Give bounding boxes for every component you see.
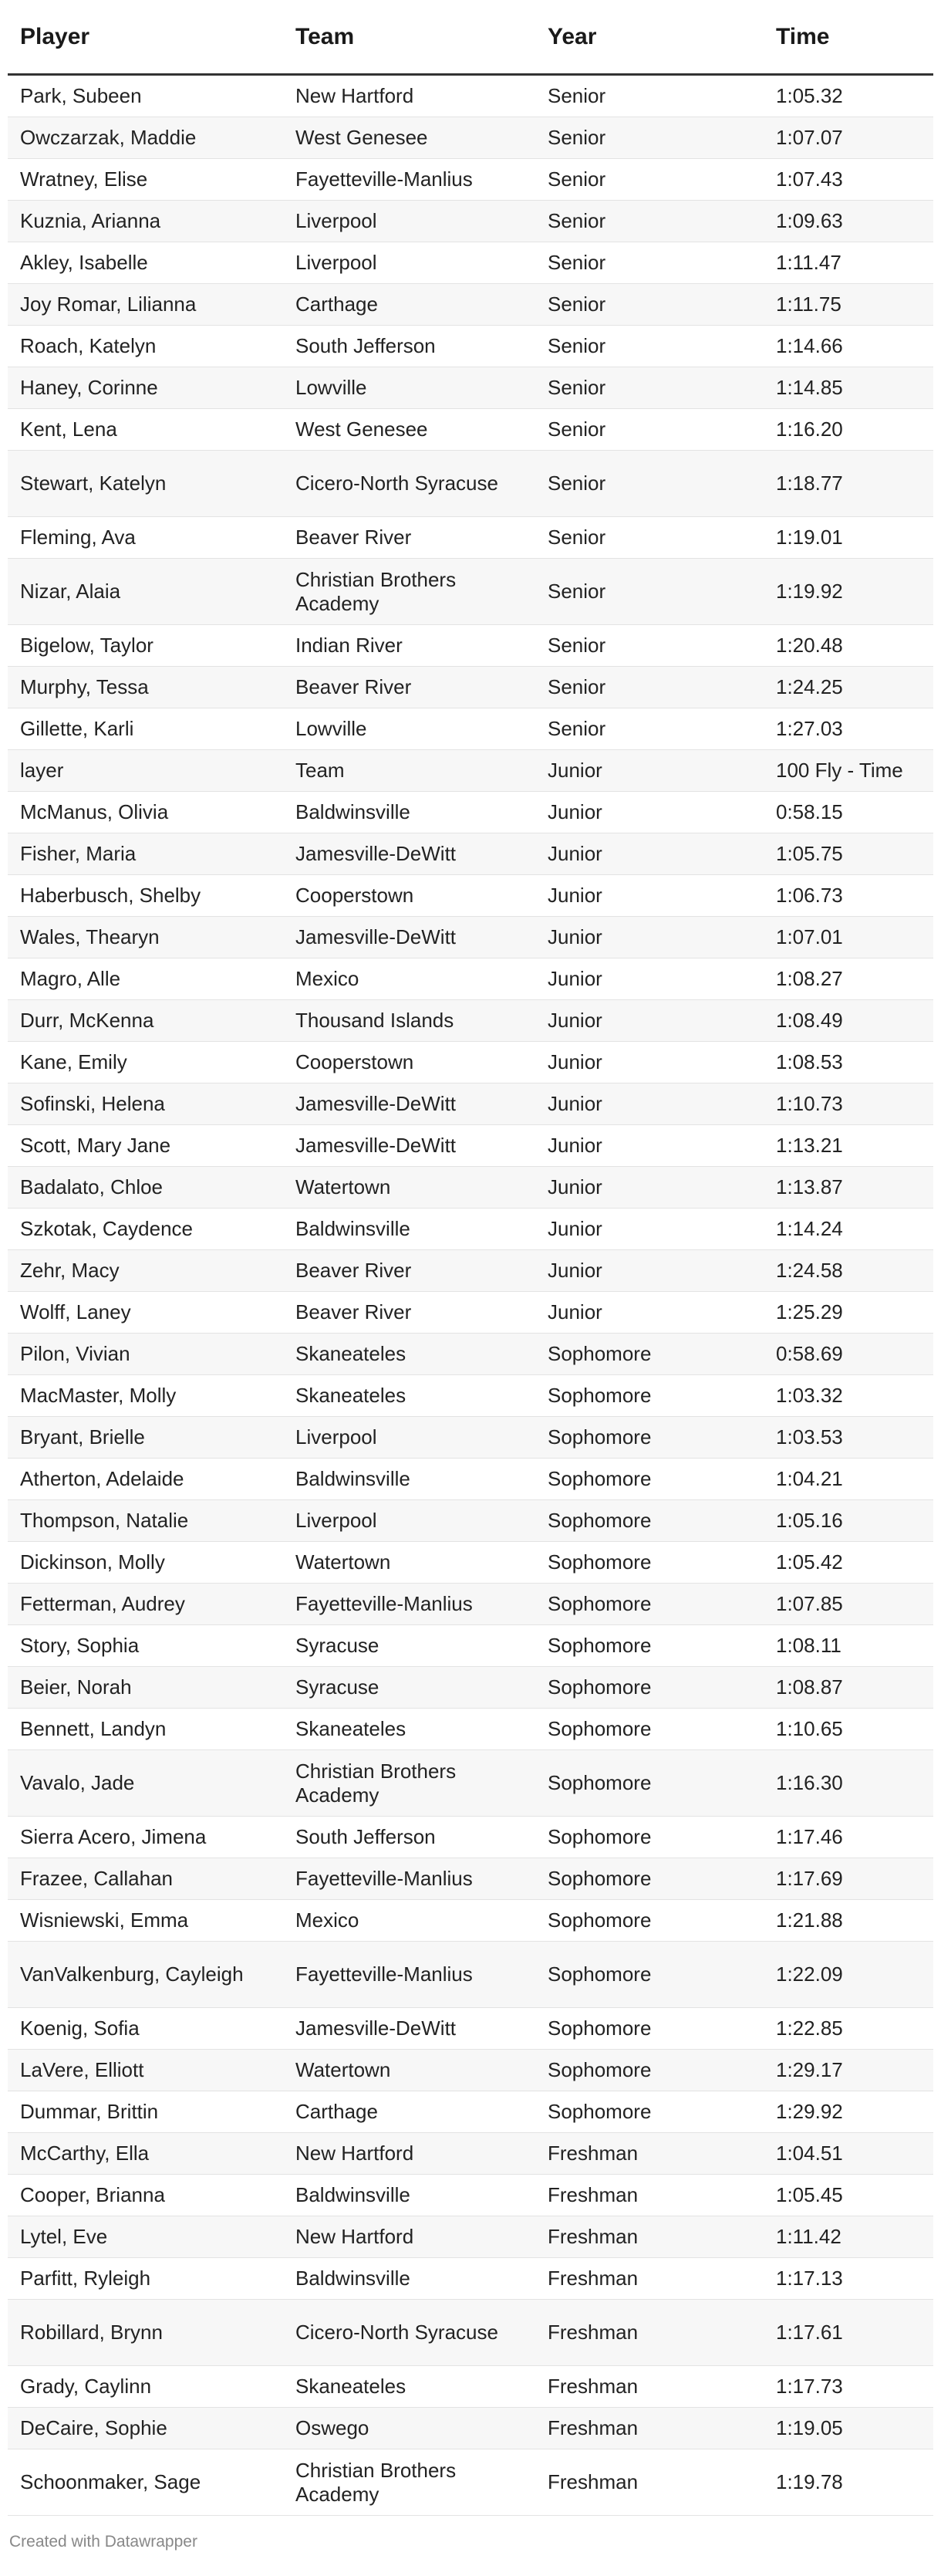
time-cell: 1:13.87 (764, 1167, 933, 1209)
time-cell: 1:24.58 (764, 1250, 933, 1292)
time-cell: 1:19.01 (764, 517, 933, 559)
player-cell: Wratney, Elise (8, 159, 283, 201)
team-cell: Christian Brothers Academy (283, 559, 535, 625)
year-cell: Senior (535, 75, 764, 117)
table-row (8, 517, 933, 559)
player-cell: Scott, Mary Jane (8, 1125, 283, 1167)
year-cell: Sophomore (535, 1900, 764, 1942)
time-cell: 1:05.32 (764, 75, 933, 117)
year-cell: Sophomore (535, 1942, 764, 2008)
time-cell: 1:25.29 (764, 1292, 933, 1334)
table-row (8, 833, 933, 875)
year-cell: Junior (535, 1125, 764, 1167)
year-cell: Junior (535, 958, 764, 1000)
header-year[interactable]: Year (535, 0, 764, 75)
year-cell: Senior (535, 517, 764, 559)
team-cell: Baldwinsville (283, 1459, 535, 1500)
year-cell: Sophomore (535, 1625, 764, 1667)
team-cell: Thousand Islands (283, 1000, 535, 1042)
table-row (8, 1500, 933, 1542)
time-cell: 1:14.66 (764, 326, 933, 367)
year-cell: Senior (535, 708, 764, 750)
year-cell: Sophomore (535, 1417, 764, 1459)
team-cell: Team (283, 750, 535, 792)
player-cell: Szkotak, Caydence (8, 1209, 283, 1250)
player-cell: Pilon, Vivian (8, 1334, 283, 1375)
team-cell: Watertown (283, 1167, 535, 1209)
team-cell: Cicero-North Syracuse (283, 2300, 535, 2366)
time-cell: 1:04.51 (764, 2133, 933, 2175)
year-cell: Sophomore (535, 2091, 764, 2133)
team-cell: South Jefferson (283, 1817, 535, 1858)
year-cell: Junior (535, 1083, 764, 1125)
table-row (8, 1750, 933, 1817)
player-cell: Durr, McKenna (8, 1000, 283, 1042)
player-cell: Vavalo, Jade (8, 1750, 283, 1817)
year-cell: Freshman (535, 2449, 764, 2516)
time-cell: 1:21.88 (764, 1900, 933, 1942)
team-cell: Watertown (283, 1542, 535, 1584)
table-row (8, 2175, 933, 2216)
team-cell: Cooperstown (283, 875, 535, 917)
team-cell: Jamesville-DeWitt (283, 833, 535, 875)
player-cell: Lytel, Eve (8, 2216, 283, 2258)
team-cell: Jamesville-DeWitt (283, 1083, 535, 1125)
year-cell: Senior (535, 451, 764, 517)
player-cell: Joy Romar, Lilianna (8, 284, 283, 326)
header-time[interactable]: Time (764, 0, 933, 75)
year-cell: Junior (535, 1292, 764, 1334)
player-cell: Sierra Acero, Jimena (8, 1817, 283, 1858)
team-cell: Lowville (283, 367, 535, 409)
year-cell: Sophomore (535, 1542, 764, 1584)
team-cell: Liverpool (283, 1417, 535, 1459)
player-cell: Badalato, Chloe (8, 1167, 283, 1209)
time-cell: 1:05.75 (764, 833, 933, 875)
team-cell: Carthage (283, 2091, 535, 2133)
time-cell: 1:07.07 (764, 117, 933, 159)
player-cell: Akley, Isabelle (8, 242, 283, 284)
team-cell: Beaver River (283, 1292, 535, 1334)
table-row (8, 625, 933, 667)
time-cell: 1:17.13 (764, 2258, 933, 2300)
player-cell: Kent, Lena (8, 409, 283, 451)
table-row (8, 1667, 933, 1709)
player-cell: Nizar, Alaia (8, 559, 283, 625)
team-cell: Skaneateles (283, 1709, 535, 1750)
table-row (8, 2133, 933, 2175)
time-cell: 1:19.05 (764, 2408, 933, 2449)
year-cell: Senior (535, 242, 764, 284)
player-cell: Grady, Caylinn (8, 2366, 283, 2408)
player-cell: Frazee, Callahan (8, 1858, 283, 1900)
player-cell: Robillard, Brynn (8, 2300, 283, 2366)
year-cell: Freshman (535, 2175, 764, 2216)
player-cell: VanValkenburg, Cayleigh (8, 1942, 283, 2008)
table-row (8, 792, 933, 833)
year-cell: Sophomore (535, 1500, 764, 1542)
team-cell: Cicero-North Syracuse (283, 451, 535, 517)
team-cell: New Hartford (283, 2133, 535, 2175)
year-cell: Senior (535, 367, 764, 409)
team-cell: New Hartford (283, 2216, 535, 2258)
player-cell: Wolff, Laney (8, 1292, 283, 1334)
table-row (8, 2008, 933, 2050)
player-cell: Cooper, Brianna (8, 2175, 283, 2216)
team-cell: Liverpool (283, 1500, 535, 1542)
player-cell: Zehr, Macy (8, 1250, 283, 1292)
team-cell: Baldwinsville (283, 792, 535, 833)
table-row (8, 750, 933, 792)
player-cell: Fisher, Maria (8, 833, 283, 875)
player-cell: Sofinski, Helena (8, 1083, 283, 1125)
time-cell: 100 Fly - Time (764, 750, 933, 792)
team-cell: Mexico (283, 958, 535, 1000)
time-cell: 0:58.69 (764, 1334, 933, 1375)
team-cell: Christian Brothers Academy (283, 2449, 535, 2516)
player-cell: Parfitt, Ryleigh (8, 2258, 283, 2300)
time-cell: 1:08.53 (764, 1042, 933, 1083)
team-cell: Fayetteville-Manlius (283, 1858, 535, 1900)
year-cell: Senior (535, 625, 764, 667)
player-cell: Schoonmaker, Sage (8, 2449, 283, 2516)
table-row (8, 958, 933, 1000)
table-row (8, 326, 933, 367)
time-cell: 1:29.92 (764, 2091, 933, 2133)
time-cell: 1:17.46 (764, 1817, 933, 1858)
table-row (8, 2449, 933, 2516)
year-cell: Senior (535, 667, 764, 708)
table-row (8, 1625, 933, 1667)
time-cell: 1:03.53 (764, 1417, 933, 1459)
time-cell: 1:22.09 (764, 1942, 933, 2008)
time-cell: 1:22.85 (764, 2008, 933, 2050)
time-cell: 1:29.17 (764, 2050, 933, 2091)
year-cell: Freshman (535, 2258, 764, 2300)
time-cell: 0:58.15 (764, 792, 933, 833)
team-cell: Beaver River (283, 517, 535, 559)
table-row (8, 2216, 933, 2258)
player-cell: Owczarzak, Maddie (8, 117, 283, 159)
team-cell: Carthage (283, 284, 535, 326)
time-cell: 1:20.48 (764, 625, 933, 667)
table-body (8, 75, 933, 2516)
team-cell: Beaver River (283, 667, 535, 708)
player-cell: Roach, Katelyn (8, 326, 283, 367)
team-cell: Baldwinsville (283, 1209, 535, 1250)
player-cell: LaVere, Elliott (8, 2050, 283, 2091)
time-cell: 1:05.45 (764, 2175, 933, 2216)
player-cell: McCarthy, Ella (8, 2133, 283, 2175)
player-cell: Thompson, Natalie (8, 1500, 283, 1542)
table-row (8, 1334, 933, 1375)
time-cell: 1:07.85 (764, 1584, 933, 1625)
year-cell: Senior (535, 117, 764, 159)
time-cell: 1:11.42 (764, 2216, 933, 2258)
year-cell: Senior (535, 326, 764, 367)
player-cell: Stewart, Katelyn (8, 451, 283, 517)
team-cell: Fayetteville-Manlius (283, 1942, 535, 2008)
time-cell: 1:17.73 (764, 2366, 933, 2408)
time-cell: 1:19.92 (764, 559, 933, 625)
time-cell: 1:24.25 (764, 667, 933, 708)
team-cell: Liverpool (283, 242, 535, 284)
table-row (8, 1167, 933, 1209)
year-cell: Sophomore (535, 1584, 764, 1625)
year-cell: Junior (535, 1209, 764, 1250)
player-cell: layer (8, 750, 283, 792)
table-row (8, 1292, 933, 1334)
player-cell: DeCaire, Sophie (8, 2408, 283, 2449)
team-cell: Jamesville-DeWitt (283, 1125, 535, 1167)
table-row (8, 1817, 933, 1858)
time-cell: 1:27.03 (764, 708, 933, 750)
player-cell: Park, Subeen (8, 75, 283, 117)
table-row (8, 242, 933, 284)
table-row (8, 409, 933, 451)
year-cell: Junior (535, 792, 764, 833)
team-cell: Cooperstown (283, 1042, 535, 1083)
table-row (8, 1083, 933, 1125)
year-cell: Sophomore (535, 1858, 764, 1900)
time-cell: 1:09.63 (764, 201, 933, 242)
team-cell: Jamesville-DeWitt (283, 917, 535, 958)
table-row (8, 917, 933, 958)
table-header (8, 0, 933, 75)
year-cell: Senior (535, 559, 764, 625)
time-cell: 1:11.75 (764, 284, 933, 326)
player-cell: Wisniewski, Emma (8, 1900, 283, 1942)
time-cell: 1:05.42 (764, 1542, 933, 1584)
table-row (8, 708, 933, 750)
team-cell: Liverpool (283, 201, 535, 242)
table-row (8, 117, 933, 159)
time-cell: 1:10.65 (764, 1709, 933, 1750)
player-cell: MacMaster, Molly (8, 1375, 283, 1417)
year-cell: Junior (535, 833, 764, 875)
year-cell: Freshman (535, 2408, 764, 2449)
time-cell: 1:08.27 (764, 958, 933, 1000)
player-cell: Gillette, Karli (8, 708, 283, 750)
year-cell: Junior (535, 1167, 764, 1209)
year-cell: Senior (535, 284, 764, 326)
player-cell: Story, Sophia (8, 1625, 283, 1667)
time-cell: 1:08.49 (764, 1000, 933, 1042)
team-cell: Watertown (283, 2050, 535, 2091)
header-row (8, 0, 933, 75)
results-table (8, 0, 933, 2516)
header-team[interactable]: Team (283, 0, 535, 75)
player-cell: Fetterman, Audrey (8, 1584, 283, 1625)
year-cell: Freshman (535, 2216, 764, 2258)
team-cell: Baldwinsville (283, 2175, 535, 2216)
player-cell: Kuznia, Arianna (8, 201, 283, 242)
time-cell: 1:08.87 (764, 1667, 933, 1709)
team-cell: Christian Brothers Academy (283, 1750, 535, 1817)
time-cell: 1:11.47 (764, 242, 933, 284)
table-row (8, 1250, 933, 1292)
time-cell: 1:17.61 (764, 2300, 933, 2366)
header-player[interactable]: Player (8, 0, 283, 75)
year-cell: Sophomore (535, 1375, 764, 1417)
year-cell: Sophomore (535, 1459, 764, 1500)
table-row (8, 667, 933, 708)
time-cell: 1:16.30 (764, 1750, 933, 1817)
time-cell: 1:18.77 (764, 451, 933, 517)
table-row (8, 1459, 933, 1500)
player-cell: McManus, Olivia (8, 792, 283, 833)
player-cell: Kane, Emily (8, 1042, 283, 1083)
datawrapper-credit[interactable]: Created with Datawrapper (9, 2533, 197, 2551)
team-cell: Fayetteville-Manlius (283, 159, 535, 201)
table-row (8, 1900, 933, 1942)
player-cell: Bennett, Landyn (8, 1709, 283, 1750)
player-cell: Haney, Corinne (8, 367, 283, 409)
table-row (8, 1542, 933, 1584)
time-cell: 1:07.01 (764, 917, 933, 958)
time-cell: 1:19.78 (764, 2449, 933, 2516)
year-cell: Junior (535, 1042, 764, 1083)
table-row (8, 1125, 933, 1167)
table-row (8, 875, 933, 917)
year-cell: Sophomore (535, 1667, 764, 1709)
player-cell: Bigelow, Taylor (8, 625, 283, 667)
year-cell: Freshman (535, 2366, 764, 2408)
player-cell: Koenig, Sofia (8, 2008, 283, 2050)
year-cell: Sophomore (535, 1709, 764, 1750)
year-cell: Freshman (535, 2300, 764, 2366)
table-row (8, 284, 933, 326)
table-row (8, 1858, 933, 1900)
year-cell: Senior (535, 201, 764, 242)
table-row (8, 75, 933, 117)
table-row (8, 2366, 933, 2408)
table-row (8, 2258, 933, 2300)
table-row (8, 2408, 933, 2449)
table-row (8, 1709, 933, 1750)
team-cell: Indian River (283, 625, 535, 667)
team-cell: West Genesee (283, 409, 535, 451)
year-cell: Freshman (535, 2133, 764, 2175)
team-cell: Skaneateles (283, 2366, 535, 2408)
year-cell: Sophomore (535, 2050, 764, 2091)
team-cell: South Jefferson (283, 326, 535, 367)
table-row (8, 1584, 933, 1625)
team-cell: Fayetteville-Manlius (283, 1584, 535, 1625)
player-cell: Bryant, Brielle (8, 1417, 283, 1459)
team-cell: Syracuse (283, 1625, 535, 1667)
time-cell: 1:06.73 (764, 875, 933, 917)
time-cell: 1:07.43 (764, 159, 933, 201)
table-row (8, 159, 933, 201)
table-row (8, 367, 933, 409)
time-cell: 1:05.16 (764, 1500, 933, 1542)
player-cell: Dummar, Brittin (8, 2091, 283, 2133)
table-row (8, 1209, 933, 1250)
table-row (8, 451, 933, 517)
table-row (8, 1942, 933, 2008)
time-cell: 1:08.11 (764, 1625, 933, 1667)
team-cell: Skaneateles (283, 1334, 535, 1375)
player-cell: Wales, Thearyn (8, 917, 283, 958)
year-cell: Junior (535, 917, 764, 958)
year-cell: Junior (535, 1000, 764, 1042)
time-cell: 1:16.20 (764, 409, 933, 451)
player-cell: Beier, Norah (8, 1667, 283, 1709)
year-cell: Junior (535, 1250, 764, 1292)
player-cell: Haberbusch, Shelby (8, 875, 283, 917)
team-cell: Jamesville-DeWitt (283, 2008, 535, 2050)
team-cell: Lowville (283, 708, 535, 750)
time-cell: 1:14.24 (764, 1209, 933, 1250)
team-cell: Syracuse (283, 1667, 535, 1709)
year-cell: Senior (535, 159, 764, 201)
team-cell: Beaver River (283, 1250, 535, 1292)
table-row (8, 1417, 933, 1459)
year-cell: Senior (535, 409, 764, 451)
player-cell: Atherton, Adelaide (8, 1459, 283, 1500)
team-cell: New Hartford (283, 75, 535, 117)
team-cell: Oswego (283, 2408, 535, 2449)
player-cell: Fleming, Ava (8, 517, 283, 559)
table-row (8, 2050, 933, 2091)
team-cell: Skaneateles (283, 1375, 535, 1417)
year-cell: Sophomore (535, 1817, 764, 1858)
table-row (8, 559, 933, 625)
table-row (8, 1375, 933, 1417)
time-cell: 1:04.21 (764, 1459, 933, 1500)
team-cell: West Genesee (283, 117, 535, 159)
time-cell: 1:14.85 (764, 367, 933, 409)
year-cell: Sophomore (535, 1750, 764, 1817)
table-row (8, 2091, 933, 2133)
year-cell: Junior (535, 875, 764, 917)
year-cell: Sophomore (535, 2008, 764, 2050)
year-cell: Junior (535, 750, 764, 792)
player-cell: Dickinson, Molly (8, 1542, 283, 1584)
year-cell: Sophomore (535, 1334, 764, 1375)
player-cell: Magro, Alle (8, 958, 283, 1000)
table-row (8, 2300, 933, 2366)
time-cell: 1:17.69 (764, 1858, 933, 1900)
team-cell: Mexico (283, 1900, 535, 1942)
team-cell: Baldwinsville (283, 2258, 535, 2300)
table-row (8, 1000, 933, 1042)
table-row (8, 201, 933, 242)
time-cell: 1:03.32 (764, 1375, 933, 1417)
table-row (8, 1042, 933, 1083)
player-cell: Murphy, Tessa (8, 667, 283, 708)
time-cell: 1:10.73 (764, 1083, 933, 1125)
time-cell: 1:13.21 (764, 1125, 933, 1167)
